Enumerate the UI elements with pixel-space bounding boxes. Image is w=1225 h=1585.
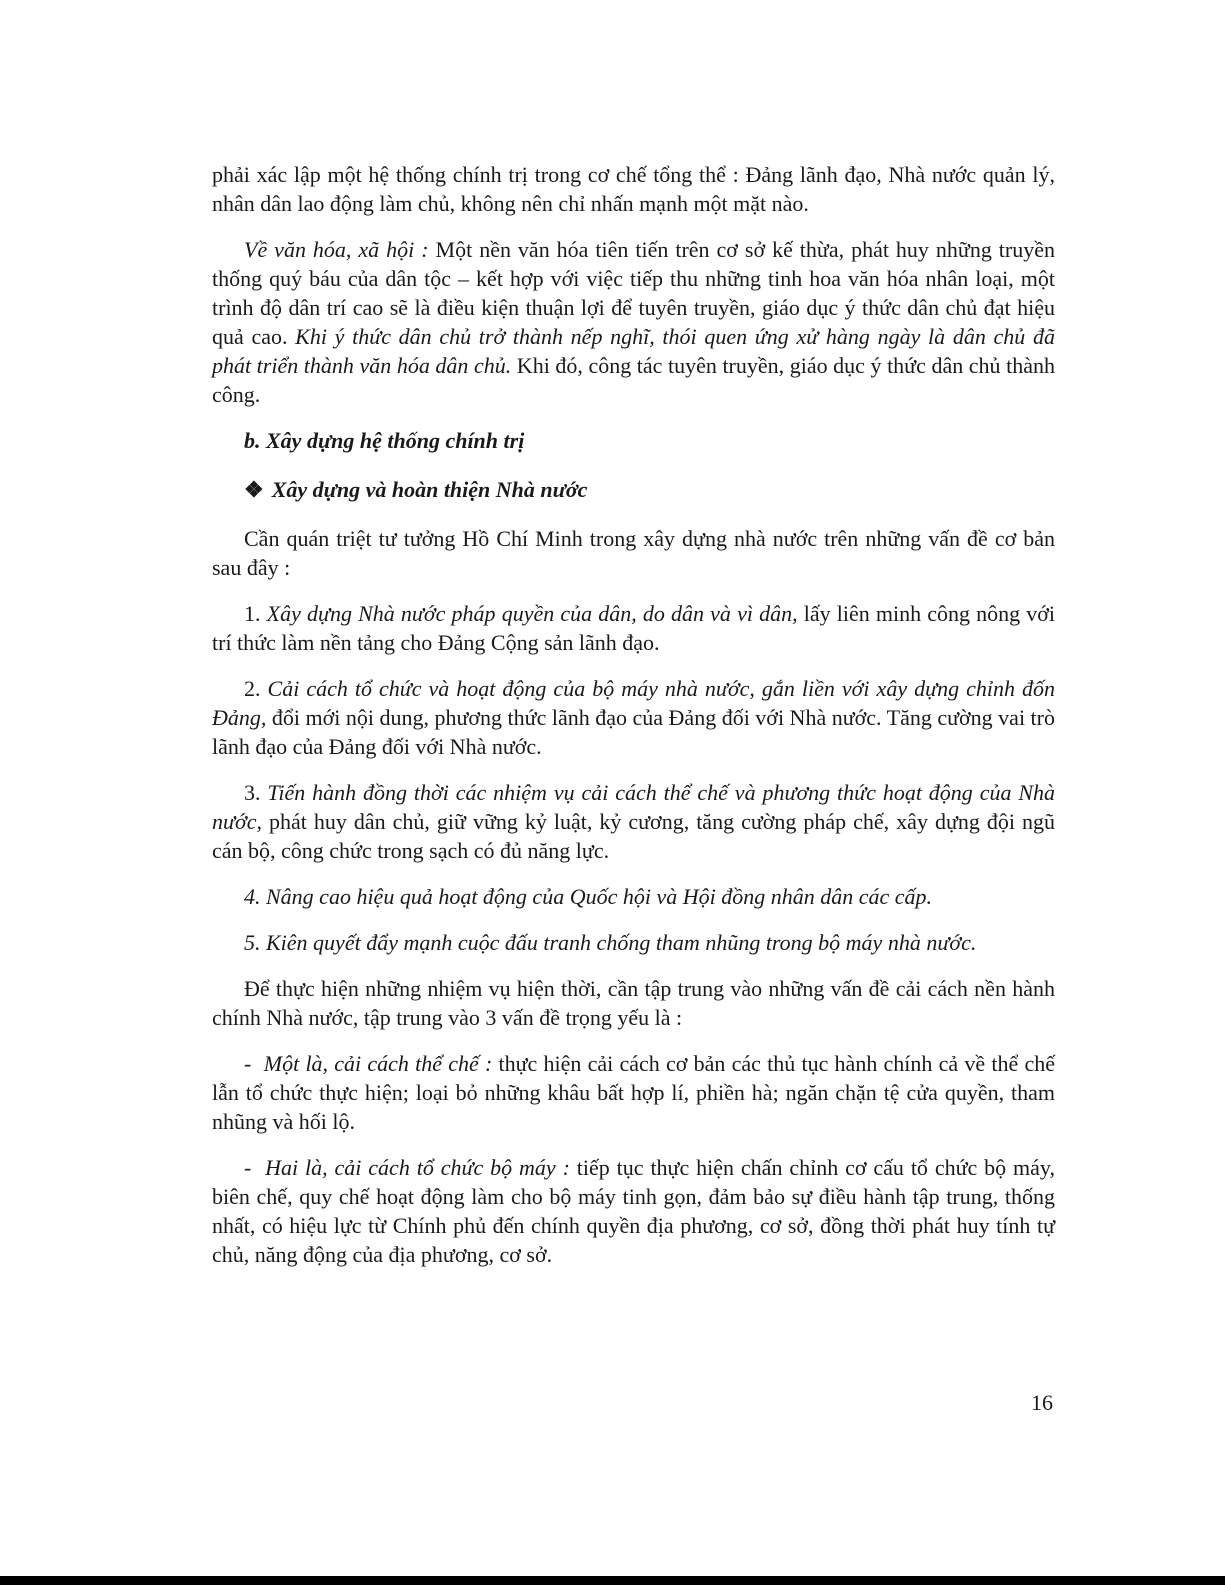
- paragraph-political-system: [212, 160, 1055, 218]
- paragraph-tail: Khi đó, công tác tuyên truyền, giáo dục ý thức dân chủ thành công.: [212, 353, 1055, 407]
- item-text: đổi mới nội dung, phương thức lãnh đạo của Đảng đối với Nhà nước. Tăng cường vai trò lãnh đạo của Đảng đối với Nhà nước.: [212, 705, 1055, 759]
- paragraph-text: phải xác lập một hệ thống chính trị trong cơ chế tổng thể : Đảng lãnh đạo, Nhà nước quản lý, nhân dân lao động làm chủ, không nên chỉ nhấn mạnh một mặt nào.: [212, 162, 1055, 216]
- section-heading-b: [244, 426, 1055, 455]
- paragraph-body: Một nền văn hóa tiên tiến trên cơ sở kế thừa, phát huy những truyền thống quý báu của dân tộc – kết hợp với việc tiếp thu những tinh hoa văn hóa nhân loại, một trình độ dân trí cao sẽ là điều kiện thuận lợi để tuyên truyền, giáo dục ý thức dân chủ đạt hiệu quả cao.: [212, 237, 1056, 349]
- numbered-item-2: [212, 674, 1055, 761]
- dash-item-1: [212, 1049, 1055, 1136]
- item-italic-text: Cải cách tổ chức và hoạt động của bộ máy nhà nước, gắn liền với xây dựng chỉnh đốn Đảng,: [212, 676, 1055, 730]
- numbered-item-4: [212, 882, 1055, 911]
- item-text: phát huy dân chủ, giữ vững kỷ luật, kỷ cương, tăng cường pháp chế, xây dựng đội ngũ cán bộ, công chức trong sạch có đủ năng lực.: [212, 809, 1055, 863]
- paragraph-intro: [212, 524, 1055, 582]
- page-body: [212, 160, 1055, 1286]
- page-number: 16: [1031, 1390, 1053, 1415]
- numbered-item-1: [212, 599, 1055, 657]
- item-number: 3.: [244, 780, 261, 805]
- bottom-border: [0, 1576, 1225, 1585]
- subsection-heading: [244, 475, 1055, 504]
- item-number: 5.: [244, 930, 261, 955]
- item-number: 2.: [244, 676, 261, 701]
- item-text: thực hiện cải cách cơ bản các thủ tục hành chính cả về thể chế lẫn tổ chức thực hiện; loại bỏ những khâu bất hợp lí, phiền hà; ngăn chặn tệ cửa quyền, tham nhũng và hối lộ.: [212, 1051, 1055, 1134]
- item-text: lấy liên minh công nông với trí thức làm nền tảng cho Đảng Cộng sản lãnh đạo.: [212, 601, 1055, 655]
- paragraph-text: Để thực hiện những nhiệm vụ hiện thời, cần tập trung vào những vấn đề cải cách nền hành chính Nhà nước, tập trung vào 3 vấn đề trọng yếu là :: [212, 976, 1055, 1030]
- item-italic-text: Kiên quyết đẩy mạnh cuộc đấu tranh chống tham nhũng trong bộ máy nhà nước.: [266, 930, 977, 955]
- item-number: 4.: [244, 884, 261, 909]
- subsection-heading-text: Xây dựng và hoàn thiện Nhà nước: [271, 477, 588, 502]
- item-italic-text: Xây dựng Nhà nước pháp quyền của dân, do dân và vì dân,: [266, 601, 798, 626]
- item-text: tiếp tục thực hiện chấn chỉnh cơ cấu tổ chức bộ máy, biên chế, quy chế hoạt động làm cho bộ máy tinh gọn, đảm bảo sự điều hành tập trung, thống nhất, có hiệu lực từ Chính phủ đến chính quyền địa phương, cơ sở, đồng thời phát huy tính tự chủ, năng động của địa phương, cơ sở.: [212, 1155, 1056, 1267]
- dash-bullet: -: [244, 1155, 252, 1180]
- item-italic-text: Tiến hành đồng thời các nhiệm vụ cải cách thể chế và phương thức hoạt động của Nhà nước,: [212, 780, 1056, 834]
- paragraph-culture-society: [212, 235, 1055, 409]
- item-italic-text: Hai là, cải cách tổ chức bộ máy :: [265, 1155, 570, 1180]
- numbered-item-5: [212, 928, 1055, 957]
- paragraph-italic-sentence: Khi ý thức dân chủ trở thành nếp nghĩ, thói quen ứng xử hàng ngày là dân chủ đã phát triển thành văn hóa dân chủ.: [212, 324, 1055, 378]
- paragraph-task-intro: [212, 974, 1055, 1032]
- paragraph-lead-italic: Về văn hóa, xã hội :: [244, 237, 429, 262]
- item-number: 1.: [244, 601, 261, 626]
- dash-bullet: -: [244, 1051, 252, 1076]
- diamond-bullet-icon: ❖: [244, 477, 264, 502]
- section-heading-text: b. Xây dựng hệ thống chính trị: [244, 428, 525, 453]
- paragraph-text: Cần quán triệt tư tưởng Hồ Chí Minh trong xây dựng nhà nước trên những vấn đề cơ bản sau đây :: [212, 526, 1055, 580]
- item-italic-text: Nâng cao hiệu quả hoạt động của Quốc hội và Hội đồng nhân dân các cấp.: [266, 884, 933, 909]
- dash-item-2: [212, 1153, 1055, 1269]
- numbered-item-3: [212, 778, 1055, 865]
- item-italic-text: Một là, cải cách thể chế :: [263, 1051, 493, 1076]
